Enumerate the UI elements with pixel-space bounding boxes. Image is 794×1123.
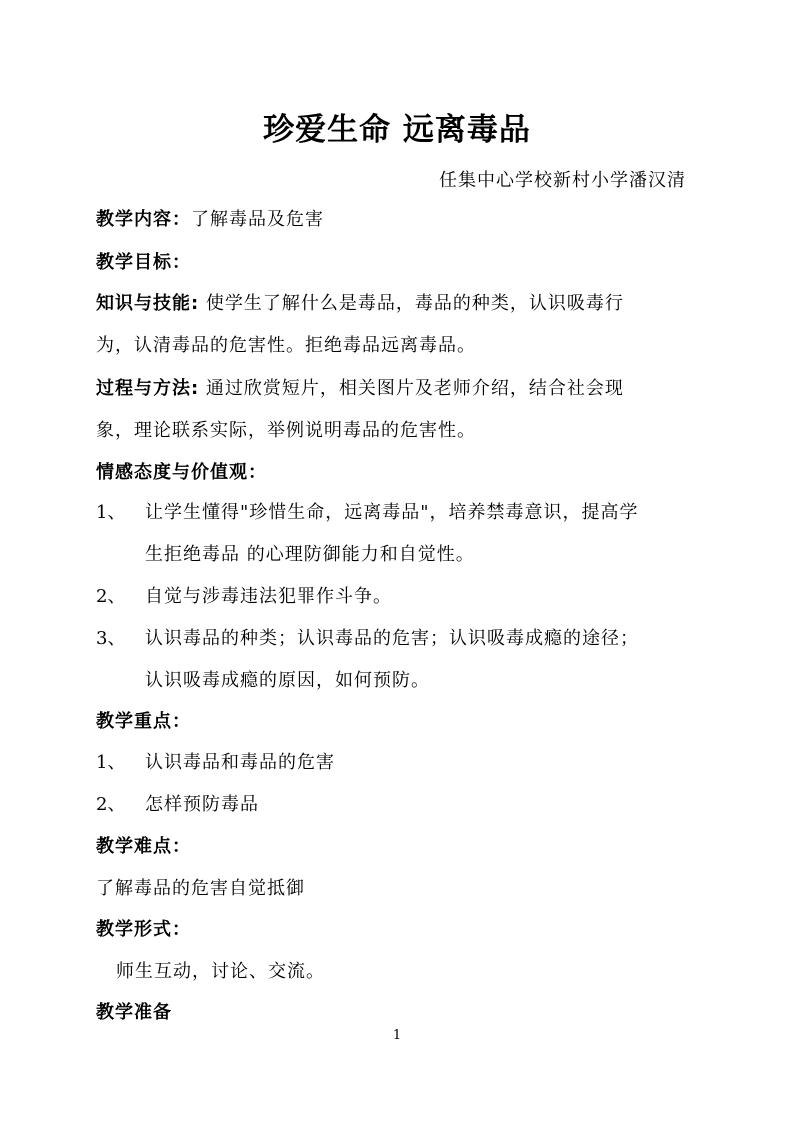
key-item-1-number: 1、 bbox=[96, 752, 126, 773]
knowledge-row bbox=[96, 291, 624, 317]
emotion-item-2-number: 2、 bbox=[96, 586, 126, 607]
content-row bbox=[96, 207, 324, 233]
key-label: 教学重点： bbox=[96, 711, 191, 732]
difficulty-label: 教学难点： bbox=[96, 836, 191, 857]
key-item-2-text: 怎样预防毒品 bbox=[145, 794, 259, 815]
emotion-item-3-text-cont: 认识吸毒成瘾的原因，如何预防。 bbox=[145, 670, 430, 691]
content-text: 了解毒品及危害 bbox=[191, 209, 324, 230]
process-label: 过程与方法: bbox=[96, 378, 200, 399]
knowledge-text-cont: 为，认清毒品的危害性。拒绝毒品远离毒品。 bbox=[96, 335, 476, 356]
emotion-item-2-text: 自觉与涉毒违法犯罪作斗争。 bbox=[145, 586, 392, 607]
knowledge-label: 知识与技能: bbox=[96, 293, 200, 314]
emotion-item-1-text: 让学生懂得"珍惜生命，远离毒品"，培养禁毒意识，提高学 bbox=[145, 502, 639, 523]
process-row bbox=[96, 376, 624, 402]
page-number: 1 bbox=[392, 1028, 402, 1043]
emotion-item-1-number: 1、 bbox=[96, 502, 126, 523]
emotion-item-3-text: 认识毒品的种类；认识毒品的危害；认识吸毒成瘾的途径； bbox=[145, 628, 639, 649]
emotion-label: 情感态度与价值观： bbox=[96, 462, 267, 483]
emotion-item-1-text-cont: 生拒绝毒品 的心理防御能力和自觉性。 bbox=[145, 544, 475, 565]
key-item-1-text: 认识毒品和毒品的危害 bbox=[145, 752, 335, 773]
key-item-2-number: 2、 bbox=[96, 794, 126, 815]
page-title: 珍爱生命 远离毒品 bbox=[263, 112, 531, 148]
process-text-cont: 象，理论联系实际，举例说明毒品的危害性。 bbox=[96, 420, 476, 441]
difficulty-text: 了解毒品的危害自觉抵御 bbox=[96, 878, 305, 899]
prep-label: 教学准备 bbox=[96, 1002, 172, 1023]
process-text: 通过欣赏短片，相关图片及老师介绍，结合社会现 bbox=[199, 378, 624, 399]
form-text: 师生互动，讨论、交流。 bbox=[116, 961, 325, 982]
goals-label: 教学目标： bbox=[96, 252, 191, 273]
author-line: 任集中心学校新村小学潘汉清 bbox=[439, 170, 686, 191]
emotion-item-3-number: 3、 bbox=[96, 628, 126, 649]
knowledge-text: 使学生了解什么是毒品，毒品的种类，认识吸毒行 bbox=[199, 293, 624, 314]
form-label: 教学形式： bbox=[96, 919, 191, 940]
content-label: 教学内容： bbox=[96, 209, 191, 230]
